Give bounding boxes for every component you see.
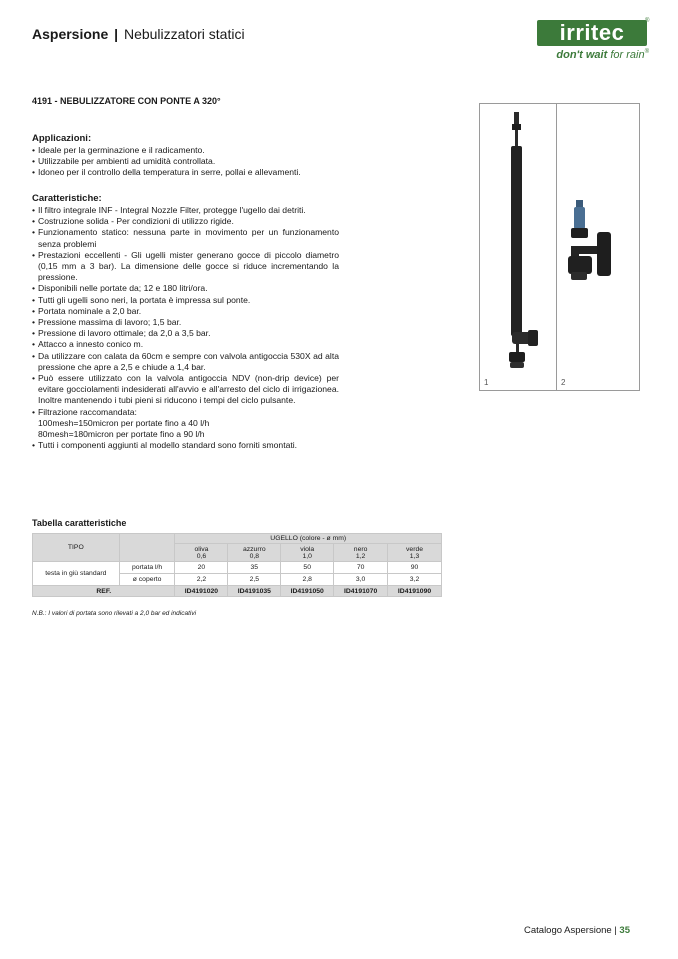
page-footer — [524, 925, 630, 936]
applicazioni-heading: Applicazioni: — [32, 133, 92, 144]
list-item: • Pressione massima di lavoro; 1,5 bar. — [32, 317, 339, 328]
table-cell: 3,0 — [334, 574, 388, 586]
section-title: Aspersione — [32, 26, 109, 42]
logo-registered-mark: ® — [645, 18, 650, 24]
ref-cell: ID4191020 — [175, 586, 228, 597]
footer-text: Catalogo Aspersione — [524, 925, 612, 936]
row-label: ø coperto — [119, 574, 175, 586]
table-note: N.B.: I valori di portata sono rilevati a 2,0 bar ed indicativi — [32, 610, 197, 617]
ref-cell: ID4191070 — [334, 586, 388, 597]
list-item: • Portata nominale a 2,0 bar. — [32, 306, 339, 317]
list-item: • Tutti gli ugelli sono neri, la portata è impressa sul ponte. — [32, 295, 339, 306]
list-item: • Costruzione solida - Per condizioni di utilizzo rigide. — [32, 216, 339, 227]
footer-separator: | — [614, 925, 617, 936]
list-item: • Pressione di lavoro ottimale; da 2,0 a 3,5 bar. — [32, 328, 339, 339]
tagline-registered: ® — [644, 49, 649, 55]
ugello-header: UGELLO (colore - ø mm) — [175, 534, 442, 544]
list-item: • Utilizzabile per ambienti ad umidità controllata. — [32, 156, 339, 167]
ref-cell: ID4191090 — [388, 586, 442, 597]
table-cell: 2,2 — [175, 574, 228, 586]
ugello-column: oliva 0,6 — [175, 544, 228, 562]
product-title: 4191 - NEBULIZZATORE CON PONTE A 320° — [32, 96, 221, 106]
product-image-frame — [479, 103, 640, 391]
list-item: • Il filtro integrale INF - Integral Nozzle Filter, protegge l'ugello dai detriti. — [32, 205, 339, 216]
ref-label: REF. — [33, 586, 175, 597]
page-header — [32, 26, 245, 42]
table-cell: 20 — [175, 562, 228, 574]
list-item: • Tutti i componenti aggiunti al modello standard sono forniti smontati. — [32, 440, 339, 451]
table-cell: 2,5 — [228, 574, 281, 586]
list-item: • Prestazioni eccellenti - Gli ugelli mister generano gocce di piccolo diametro (0,15 mm a 3 bar). La dimensione delle gocce si riduce incrementando la pressione. — [32, 250, 339, 284]
product-image-1 — [480, 104, 556, 390]
applicazioni-list — [32, 145, 339, 179]
table-cell: 35 — [228, 562, 281, 574]
list-item: • Disponibili nelle portate da; 12 e 180 litri/ora. — [32, 283, 339, 294]
table-cell: 3,2 — [388, 574, 442, 586]
page-number: 35 — [619, 925, 630, 936]
table-cell: 50 — [281, 562, 334, 574]
ref-cell: ID4191050 — [281, 586, 334, 597]
image-label-2: 2 — [561, 378, 566, 387]
irritec-logo: irritec — [537, 20, 647, 46]
table-row — [33, 562, 442, 574]
subsection-title: Nebulizzatori statici — [123, 26, 245, 42]
product-image-2 — [557, 104, 639, 390]
ugello-column: nero 1,2 — [334, 544, 388, 562]
tipo-sub-header — [119, 534, 175, 562]
list-item: • Ideale per la germinazione e il radicamento. — [32, 145, 339, 156]
row-label: portata l/h — [119, 562, 175, 574]
spec-table — [32, 533, 442, 597]
caratteristiche-heading: Caratteristiche: — [32, 193, 102, 204]
tipo-header: TIPO — [33, 534, 120, 562]
table-cell: 2,8 — [281, 574, 334, 586]
ugello-column: viola 1,0 — [281, 544, 334, 562]
ugello-column: azzurro 0,8 — [228, 544, 281, 562]
table-cell: 90 — [388, 562, 442, 574]
image-label-1: 1 — [484, 378, 489, 387]
type-name-cell: testa in giù standard — [33, 562, 120, 586]
table-cell: 70 — [334, 562, 388, 574]
table-title: Tabella caratteristiche — [32, 518, 127, 528]
table-row — [33, 586, 442, 597]
caratteristiche-list — [32, 205, 339, 451]
list-item: • Funzionamento statico: nessuna parte in movimento per un funzionamento senza problemi — [32, 227, 339, 249]
ref-cell: ID4191035 — [228, 586, 281, 597]
tagline-rest: for rain — [610, 49, 645, 61]
tagline-strong: don't wait — [556, 49, 608, 61]
list-item: • Filtrazione raccomandata: 100mesh=150micron per portate fino a 40 l/h 80mesh=180micron per portate fino a 90 l/h — [32, 407, 339, 441]
list-item: • Idoneo per il controllo della temperatura in serre, pollai e allevamenti. — [32, 167, 339, 178]
ugello-column: verde 1,3 — [388, 544, 442, 562]
logo-tagline — [537, 49, 649, 61]
header-separator: | — [114, 26, 119, 42]
list-item: • Attacco a innesto conico m. — [32, 339, 339, 350]
list-item: • Da utilizzare con calata da 60cm e sempre con valvola antigoccia 530X ad alta pressione che apre a 2,5 e chiude a 1,4 bar. — [32, 351, 339, 373]
list-item: • Può essere utilizzato con la valvola antigoccia NDV (non-drip device) per evitare gocciolamenti indesiderati all'avvio e all'arresto del ciclo di irrigazionea. Inoltre mantenendo i tubi pieni si riducono i tempi del ciclo pulsante. — [32, 373, 339, 407]
